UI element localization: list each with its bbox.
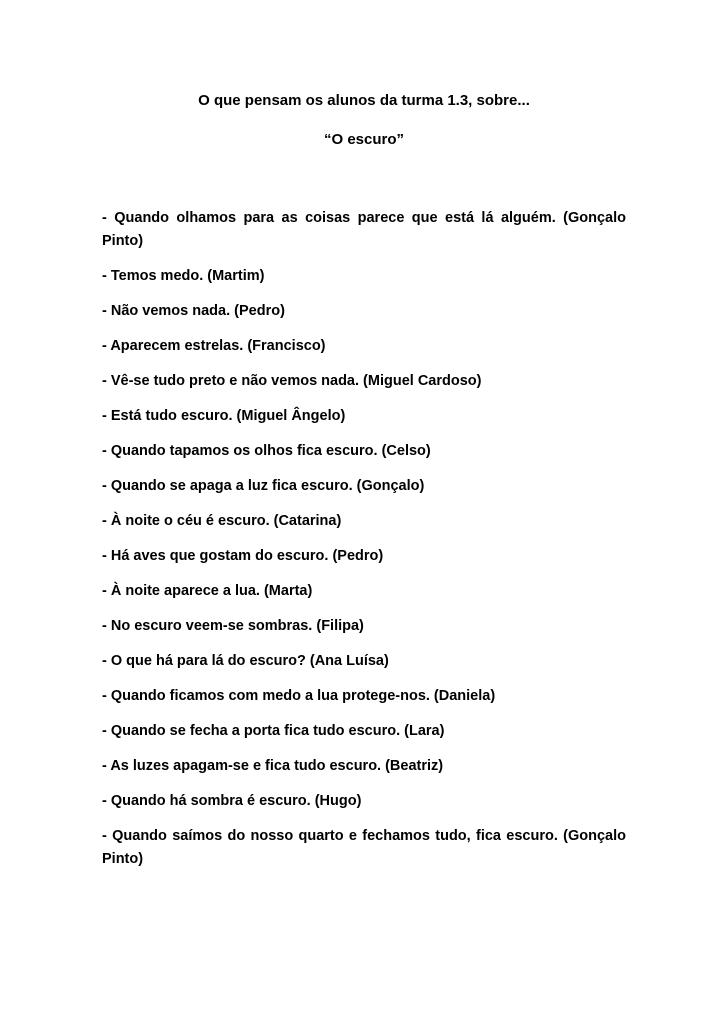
quote-item: - À noite o céu é escuro. (Catarina) bbox=[102, 513, 342, 529]
quote-item: - Quando se apaga a luz fica escuro. (Gonçalo) bbox=[102, 478, 425, 494]
quote-item: - O que há para lá do escuro? (Ana Luísa) bbox=[102, 653, 389, 669]
quote-item: - Quando ficamos com medo a lua protege-nos. (Daniela) bbox=[102, 688, 496, 704]
quote-item: - Vê-se tudo preto e não vemos nada. (Miguel Cardoso) bbox=[102, 373, 482, 389]
quote-item: - No escuro veem-se sombras. (Filipa) bbox=[102, 618, 364, 634]
quote-item: - Quando há sombra é escuro. (Hugo) bbox=[102, 793, 362, 809]
quote-item: - Temos medo. (Martim) bbox=[102, 268, 265, 284]
quote-item: - Há aves que gostam do escuro. (Pedro) bbox=[102, 548, 384, 564]
quote-item: - Não vemos nada. (Pedro) bbox=[102, 303, 285, 319]
document-title: O que pensam os alunos da turma 1.3, sobre... bbox=[198, 92, 530, 109]
quote-item: - Está tudo escuro. (Miguel Ângelo) bbox=[102, 408, 346, 424]
quote-item: - As luzes apagam-se e fica tudo escuro. (Beatriz) bbox=[102, 758, 444, 774]
quote-item: - Quando olhamos para as coisas parece que está lá alguém. (Gonçalo Pinto) bbox=[102, 210, 626, 249]
document-subtitle: “O escuro” bbox=[323, 131, 405, 148]
quote-item: - Quando saímos do nosso quarto e fechamos tudo, fica escuro. (Gonçalo Pinto) bbox=[102, 828, 626, 867]
quote-item: - Quando tapamos os olhos fica escuro. (Celso) bbox=[102, 443, 431, 459]
quote-item: - À noite aparece a lua. (Marta) bbox=[102, 583, 313, 599]
quote-item: - Aparecem estrelas. (Francisco) bbox=[102, 338, 326, 354]
quote-list bbox=[102, 207, 626, 883]
quote-item: - Quando se fecha a porta fica tudo escuro. (Lara) bbox=[102, 723, 445, 739]
